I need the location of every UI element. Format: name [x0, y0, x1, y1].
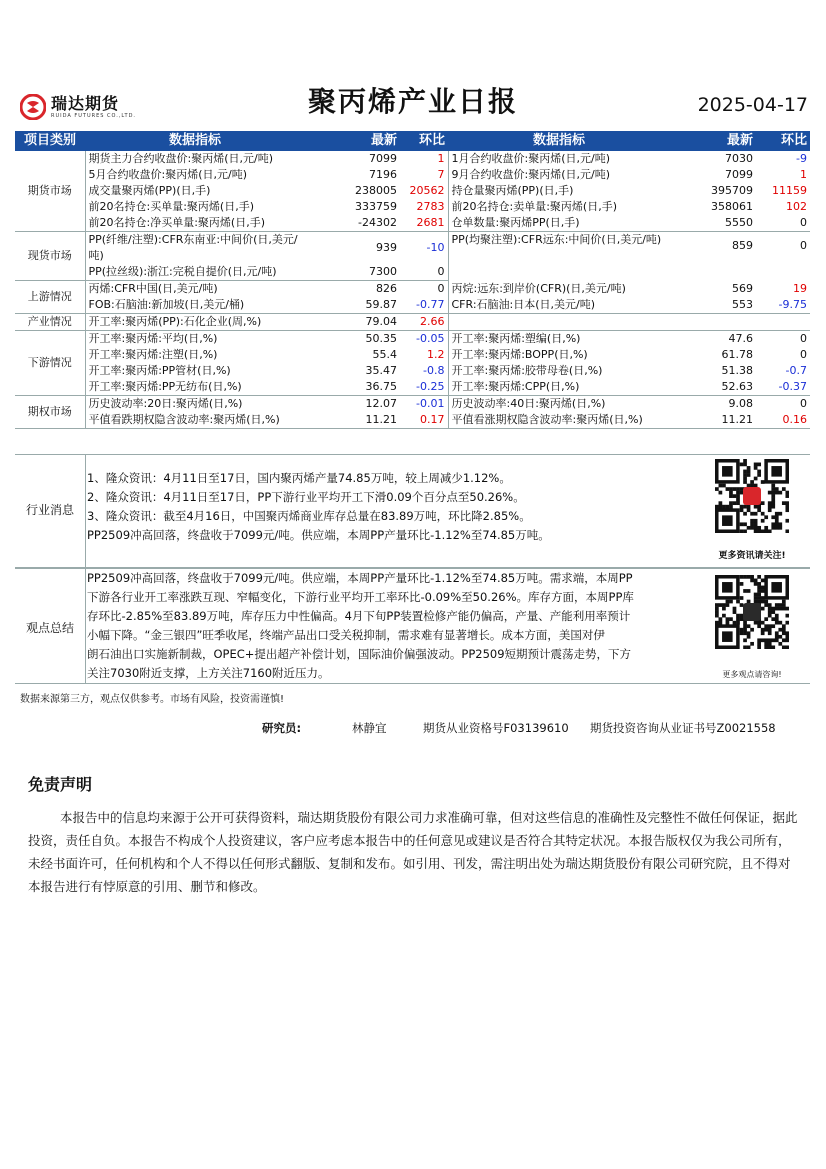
indicator-name: 平值看涨期权隐含波动率:聚丙烯(日,%): [448, 412, 670, 429]
category-industry: 产业情况: [15, 314, 85, 331]
news-qr-caption: 更多资讯请关注!: [718, 551, 786, 561]
indicator-change: 20562: [409, 184, 445, 197]
indicator-change: -0.37: [756, 379, 810, 396]
view-body: [87, 569, 647, 683]
news-label: 行业消息: [25, 503, 74, 517]
header-indicator: 数据指标: [85, 131, 305, 151]
report-date: 2025-04-17: [697, 94, 808, 116]
indicator-change: 0: [800, 332, 807, 345]
indicator-change: 0: [437, 282, 445, 295]
indicator-change: -0.7: [785, 364, 807, 377]
indicator-change: 0.16: [756, 412, 810, 429]
consult-license-number: 期货投资咨询从业证书号Z0021558: [590, 721, 776, 735]
industry-news-section: [15, 454, 810, 568]
indicator-name: 开工率:聚丙烯:塑编(日,%): [448, 331, 670, 348]
indicator-value: 569: [732, 281, 753, 295]
indicator-name: CFR:石脑油:日本(日,美元/吨): [448, 297, 670, 314]
indicator-name: 开工率:聚丙烯:平均(日,%): [85, 331, 305, 348]
header-change-2: 环比: [756, 131, 810, 151]
logo-english: RUIDA FUTURES CO.,LTD.: [51, 112, 137, 119]
indicator-change: 19: [793, 281, 807, 295]
view-line: 朗石油出口实施新制裁，OPEC+提出超产补偿计划，国际油价偏强波动。PP2509短期预计震荡走势，下方: [87, 647, 632, 661]
view-qr-caption: 更多观点请咨询!: [722, 670, 782, 679]
view-summary-section: [15, 568, 810, 684]
view-line: PP2509冲高回落，终盘收于7099元/吨。供应端，本周PP产量环比-1.12%至74.85万吨。需求端，本周PP: [87, 571, 633, 585]
category-options: 期权市场: [15, 396, 85, 429]
report-title: 聚丙烯产业日报: [307, 85, 518, 118]
indicator-value: 939: [376, 241, 397, 254]
view-label: 观点总结: [25, 621, 74, 635]
indicator-name: 开工率:聚丙烯:BOPP(日,%): [448, 347, 670, 363]
indicator-name: 前20名持仓:卖单量:聚丙烯(日,手): [448, 199, 670, 215]
table-row: [15, 379, 810, 396]
table-row: [15, 412, 810, 429]
indicator-value: 52.63: [670, 379, 756, 396]
indicator-value: 9.08: [728, 397, 753, 410]
category-upstream: 上游情况: [15, 281, 85, 314]
table-row: [15, 281, 810, 298]
indicator-value: 51.38: [721, 364, 753, 377]
indicator-name: 持仓量聚丙烯(PP)(日,手): [448, 183, 670, 199]
indicator-name: 开工率:聚丙烯(PP):石化企业(周,%): [85, 314, 305, 331]
header-indicator-2: 数据指标: [448, 131, 670, 151]
indicator-value: 238005: [355, 184, 397, 197]
table-row: [15, 232, 810, 265]
indicator-change: 0.17: [400, 412, 448, 429]
qr-code-icon: [715, 575, 789, 649]
indicator-change: -0.25: [400, 379, 448, 396]
indicator-name: PP(拉丝级):浙江:完税自提价(日,元/吨): [85, 264, 305, 281]
indicator-name: 5月合约收盘价:聚丙烯(日,元/吨): [85, 167, 305, 183]
table-row: [15, 396, 810, 413]
news-line: 2、隆众资讯：4月11日至17日，PP下游行业平均开工下滑0.09个百分点至50.26%。: [87, 490, 525, 504]
indicator-name: 丙烷:远东:到岸价(CFR)(日,美元/吨): [448, 281, 670, 298]
indicator-change: 1: [800, 168, 807, 181]
indicator-change: -10: [426, 241, 445, 254]
disclaimer-title: 免责声明: [28, 775, 93, 794]
indicator-change: 0: [800, 239, 807, 252]
table-row: [15, 167, 810, 183]
indicator-name: 历史波动率:40日:聚丙烯(日,%): [448, 396, 670, 413]
data-table: [15, 131, 810, 429]
indicator-change: 1: [437, 152, 445, 165]
indicator-value: 79.04: [305, 314, 400, 331]
category-downstream: 下游情况: [15, 331, 85, 396]
table-row: [15, 183, 810, 199]
table-row: [15, 314, 810, 331]
table-row: [15, 331, 810, 348]
indicator-value: 553: [670, 297, 756, 314]
view-line: 下游各行业开工率涨跌互现、窄幅变化，下游行业平均开工率环比-0.09%至50.26%。库存方面，本周PP库: [87, 590, 634, 604]
indicator-value: 7196: [369, 168, 397, 181]
news-line: 3、隆众资讯：截至4月16日，中国聚丙烯商业库存总量在83.89万吨，环比降2.85%。: [87, 509, 531, 523]
indicator-value: 859: [732, 239, 753, 252]
indicator-name: PP(均聚注塑):CFR远东:中间价(日,美元/吨): [448, 232, 670, 281]
table-row: [15, 151, 810, 167]
indicator-value: 12.07: [365, 397, 397, 410]
indicator-value: -24302: [305, 215, 400, 232]
header-change: 环比: [400, 131, 448, 151]
indicator-value: 358061: [711, 200, 753, 213]
source-note: 数据来源第三方，观点仅供参考。市场有风险，投资需谨慎!: [20, 694, 285, 705]
indicator-change: 102: [786, 200, 807, 213]
indicator-name: 开工率:聚丙烯:CPP(日,%): [448, 379, 670, 396]
indicator-value: 35.47: [365, 364, 397, 377]
indicator-name: 前20名持仓:净买单量:聚丙烯(日,手): [85, 215, 305, 232]
indicator-name: 平值看跌期权隐含波动率:聚丙烯(日,%): [85, 412, 305, 429]
indicator-value: 11.21: [305, 412, 400, 429]
indicator-value: 5550: [670, 215, 756, 232]
indicator-value: 11.21: [670, 412, 756, 429]
indicator-value: 7099: [369, 152, 397, 165]
indicator-change: 0: [756, 215, 810, 232]
indicator-change: -9: [796, 152, 807, 165]
indicator-name: 前20名持仓:买单量:聚丙烯(日,手): [85, 199, 305, 215]
view-line: 小幅下降。“金三银四”旺季收尾，终端产品出口受关税抑制，需求难有显著增长。成本方面，美国对伊: [87, 628, 605, 642]
category-spot: 现货市场: [15, 232, 85, 281]
indicator-name: 开工率:聚丙烯:注塑(日,%): [85, 347, 305, 363]
table-row: [15, 297, 810, 314]
indicator-change: 2783: [416, 200, 445, 213]
indicator-change: 0: [800, 397, 807, 410]
table-row: [15, 199, 810, 215]
indicator-change: -0.77: [400, 297, 448, 314]
indicator-change: 2.66: [400, 314, 448, 331]
indicator-value: 826: [376, 282, 397, 295]
table-row: [15, 363, 810, 379]
view-line: 关注7030附近支撑，上方关注7160附近压力。: [87, 666, 330, 680]
table-header-row: [15, 131, 810, 151]
indicator-value: 50.35: [365, 332, 397, 345]
logo-name: 瑞达期货: [51, 93, 120, 113]
view-line: 存环比-2.85%至83.89万吨，库存压力中性偏高。4月下旬PP装置检修产能仍偏高，产量、产能利用率预计: [87, 609, 631, 623]
indicator-name: 期货主力合约收盘价:聚丙烯(日,元/吨): [85, 151, 305, 167]
indicator-change: 0: [400, 264, 448, 281]
indicator-name: 丙烯:CFR中国(日,美元/吨): [85, 281, 305, 298]
indicator-value: 59.87: [305, 297, 400, 314]
indicator-value: 61.78: [721, 348, 753, 361]
table-row: [15, 215, 810, 232]
indicator-change: 1.2: [427, 348, 445, 361]
indicator-change: -0.01: [416, 397, 445, 410]
indicator-name: 历史波动率:20日:聚丙烯(日,%): [85, 396, 305, 413]
indicator-value: 7030: [725, 152, 753, 165]
researcher-label: 研究员:: [262, 721, 302, 735]
table-row: [15, 347, 810, 363]
indicator-change: 7: [437, 168, 445, 181]
indicator-value: 395709: [711, 184, 753, 197]
indicator-name: 开工率:聚丙烯:胶带母卷(日,%): [448, 363, 670, 379]
category-futures: 期货市场: [15, 151, 85, 232]
indicator-value: 47.6: [728, 332, 753, 345]
indicator-name: FOB:石脑油:新加坡(日,美元/桶): [85, 297, 305, 314]
header-latest-2: 最新: [670, 131, 756, 151]
indicator-value: 36.75: [305, 379, 400, 396]
indicator-change: 0: [800, 348, 807, 361]
news-line: 1、隆众资讯：4月11日至17日，国内聚丙烯产量74.85万吨，较上周减少1.12%。: [87, 471, 511, 485]
researcher-name: 林静宜: [352, 721, 387, 735]
qr-code-icon: [715, 459, 789, 533]
indicator-name: PP(纤维/注塑):CFR东南亚:中间价(日,美元/吨): [85, 232, 305, 265]
header-category: 项目类别: [15, 131, 85, 151]
indicator-name: 仓单数量:聚丙烯PP(日,手): [448, 215, 670, 232]
indicator-name: 成交量聚丙烯(PP)(日,手): [85, 183, 305, 199]
indicator-value: 7099: [725, 168, 753, 181]
indicator-value: 333759: [355, 200, 397, 213]
news-line: PP2509冲高回落，终盘收于7099元/吨。供应端，本周PP产量环比-1.12%至74.85万吨。: [87, 528, 550, 542]
indicator-name: 9月合约收盘价:聚丙烯(日,元/吨): [448, 167, 670, 183]
header-latest: 最新: [305, 131, 400, 151]
indicator-name: 开工率:聚丙烯:PP管材(日,%): [85, 363, 305, 379]
indicator-change: 11159: [772, 184, 807, 197]
indicator-value: 55.4: [372, 348, 397, 361]
indicator-name: 1月合约收盘价:聚丙烯(日,元/吨): [448, 151, 670, 167]
indicator-value: 7300: [305, 264, 400, 281]
news-body: [87, 469, 550, 545]
indicator-name: 开工率:聚丙烯:PP无纺布(日,%): [85, 379, 305, 396]
indicator-change: -0.8: [423, 364, 445, 377]
disclaimer-body: 本报告中的信息均来源于公开可获得资料，瑞达期货股份有限公司力求准确可靠，但对这些信息的准确性及完整性不做任何保证，据此投资，责任自负。本报告不构成个人投资建议，客户应考虑本报告中的任何意见或建议是否符合其特定状况。本报告版权仅为我公司所有，未经书面许可，任何机构和个人不得以任何形式翻版、复制和发布。如引用、刊发，需注明出处为瑞达期货股份有限公司研究院，且不得对本报告进行有悖原意的引用、删节和修改。: [28, 810, 798, 894]
indicator-change: 2681: [400, 215, 448, 232]
indicator-change: -0.05: [416, 332, 445, 345]
license-number: 期货从业资格号F03139610: [423, 721, 569, 735]
indicator-change: -9.75: [756, 297, 810, 314]
